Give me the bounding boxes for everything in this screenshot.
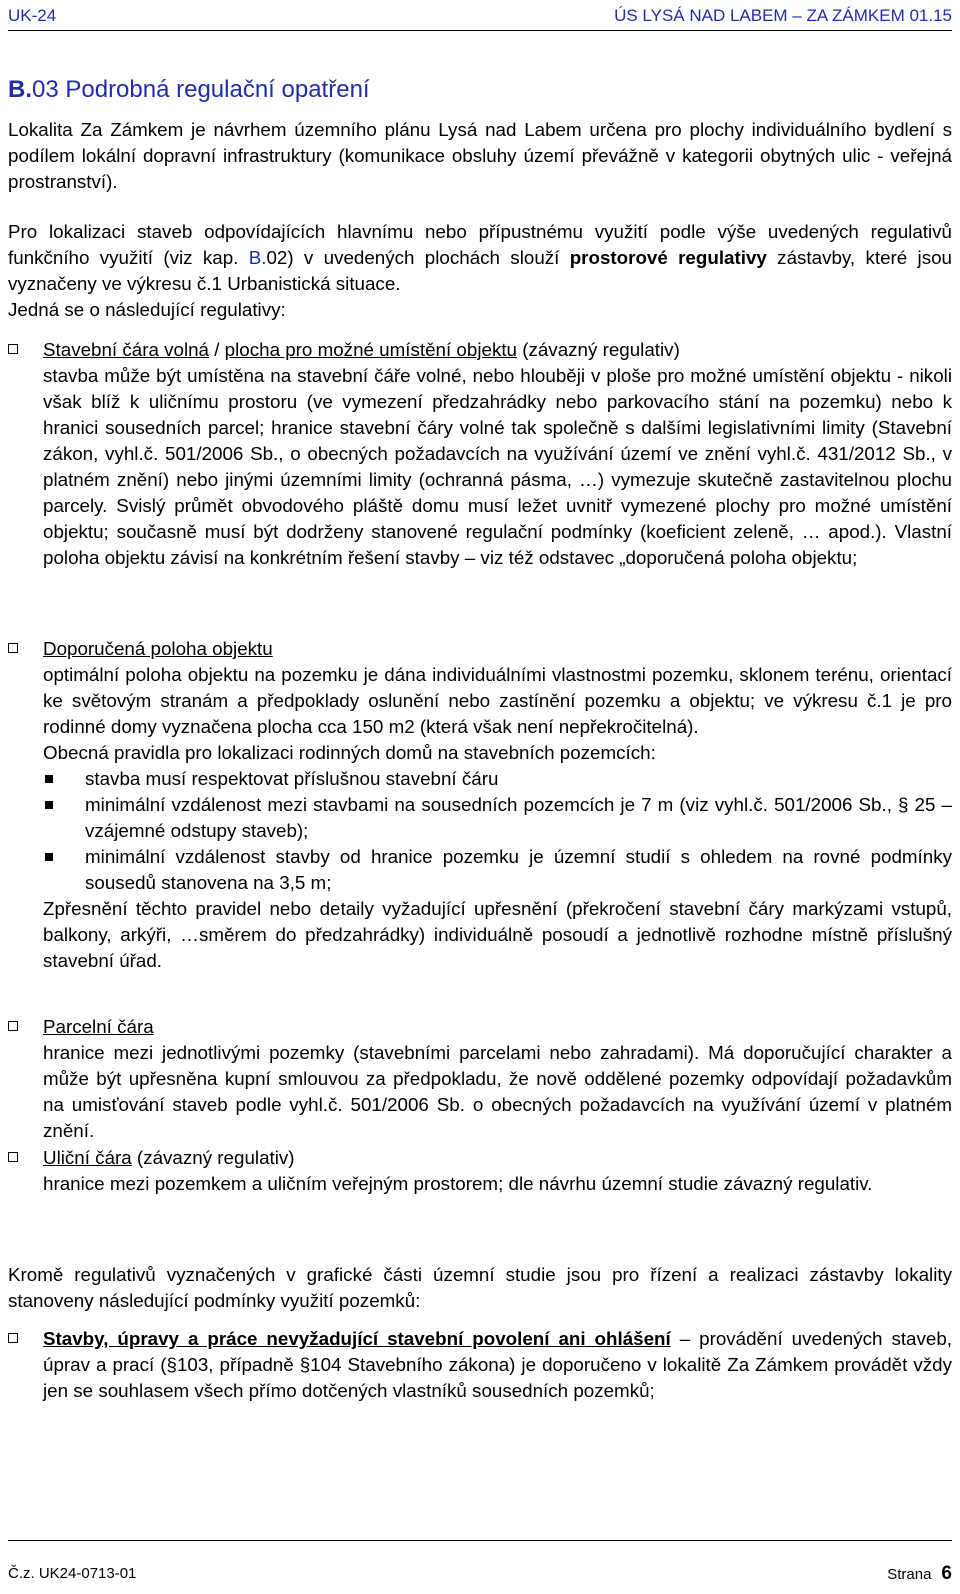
list-item-stavebni-cara	[8, 337, 952, 571]
page-number-value: 6	[941, 1563, 952, 1584]
sub-bullet-text: minimální vzdálenost stavby od hranice pozemku je územní studií s ohledem na rovné podmínky sousedů stanovena na 3,5 m;	[85, 846, 952, 893]
square-bullet-icon	[45, 801, 53, 809]
item-title: Doporučená poloha objektu	[43, 638, 273, 659]
para-text: Jedná se o následující regulativy:	[8, 299, 286, 320]
item-note: (závazný regulativ)	[517, 339, 680, 360]
page-header	[8, 4, 952, 31]
para-text: Pro lokalizaci staveb odpovídajících hlavnímu nebo přípustnému využití podle výše uvedených regulativů funkčního využití (viz kap.	[8, 221, 952, 268]
checkbox-bullet-icon	[8, 1152, 18, 1162]
checkbox-bullet-icon	[8, 1021, 18, 1031]
sub-bullet-text: stavba musí respektovat příslušnou stavební čáru	[85, 768, 499, 789]
page-number	[887, 1563, 952, 1585]
footer-document-number: Č.z. UK24-0713-01	[8, 1565, 137, 1582]
list-item-stavby-upravy	[8, 1326, 952, 1404]
checkbox-bullet-icon	[8, 1333, 18, 1343]
list-item-doporucena-poloha	[8, 636, 952, 974]
sub-bullet-text: minimální vzdálenost mezi stavbami na sousedních pozemcích je 7 m (viz vyhl.č. 501/2006 Sb., § 25 – vzájemné odstupy staveb);	[85, 794, 952, 841]
chapter-reference: B.	[248, 247, 267, 268]
sub-bullet	[43, 766, 952, 792]
item-note: (závazný regulativ)	[131, 1147, 295, 1168]
item-body: hranice mezi jednotlivými pozemky (stavebními parcelami nebo zahradami). Má doporučující charakter a může být upřesněna kupní smlouvou za předpokladu, že nově oddělené pozemky odpovídají požadavkům na umisťování staveb podle vyhl.č. 501/2006 Sb. o obecných požadavcích na využívání území v platném znění.	[43, 1042, 952, 1141]
section-title-text: 03 Podrobná regulační opatření	[32, 76, 370, 103]
square-bullet-icon	[45, 853, 53, 861]
page-footer	[8, 1540, 952, 1591]
item-body: – provádění uvedených staveb, úprav a prací (§103, případně §104 Stavebního zákona) je doporučeno v lokalitě Za Zámkem provádět vždy jen se souhlasem všech přímo dotčených vlastníků sousedních pozemků;	[43, 1328, 952, 1401]
item-closing: Zpřesnění těchto pravidel nebo detaily vyžadující upřesnění (překročení stavební čáry markýzami vstupů, balkony, arkýři, …směrem do předzahrádky) individuálně posoudí a jednotlivě rozhodne místně příslušný stavební úřad.	[43, 898, 952, 971]
header-title: ÚS LYSÁ NAD LABEM – ZA ZÁMKEM 01.15	[614, 6, 952, 25]
item-body: stavba může být umístěna na stavební čáře volné, nebo hlouběji v ploše pro možné umístění objektu - nikoli však blíž k uličnímu prostoru (ve vymezení předzahrádky nebo parkovacího stání na pozemku) nebo k hranici sousedních parcel; hranice stavební čáry volné tak společně s dalšími legislativními limity (Stavební zákon, vyhl.č. 501/2006 Sb., o obecných požadavcích na využívání území ve znění vyhl.č. 431/2012 Sb., v platném znění) nebo jinými územními limity (ochranná pásma, …) vymezuje skutečně zastavitelnou plochu parcely.	[43, 365, 952, 516]
item-body: hranice mezi pozemkem a uličním veřejným prostorem; dle návrhu územní studie závazný regulativ.	[43, 1173, 873, 1194]
sub-bullet	[43, 792, 952, 844]
sub-bullet	[43, 844, 952, 896]
section-title	[8, 76, 370, 104]
item-separator: /	[209, 339, 225, 360]
item-title: Stavby, úpravy a práce nevyžadující stavební povolení ani ohlášení	[43, 1328, 671, 1349]
item-title: Uliční čára	[43, 1147, 132, 1168]
regulations-paragraph	[8, 219, 952, 323]
bold-term: prostorové regulativy	[569, 247, 767, 268]
para-text: 02) v uvedených plochách slouží	[266, 247, 570, 268]
item-body-2: Svislý průmět obvodového pláště domu musí ležet uvnitř vymezené plochy pro možné umístění objektu; současně musí být dodrženy stanovené regulační podmínky (koeficient zeleně, … apod.). Vlastní poloha objektu závisí na konkrétním řešení stavby – viz též odstavec „doporučená poloha objektu;	[43, 495, 952, 568]
item-lead: Obecná pravidla pro lokalizaci rodinných domů na stavebních pozemcích:	[43, 742, 656, 763]
intro-paragraph: Lokalita Za Zámkem je návrhem územního plánu Lysá nad Labem určena pro plochy individuálního bydlení s podílem lokální dopravní infrastruktury (komunikace obsluhy území převážně v kategorii obytných ulic - veřejná prostranství).	[8, 119, 952, 192]
item-title: Parcelní čára	[43, 1016, 154, 1037]
checkbox-bullet-icon	[8, 643, 18, 653]
item-body: optimální poloha objektu na pozemku je dána individuálními vlastnostmi pozemku, sklonem terénu, orientací ke světovým stranám a předpoklady oslunění nebo zastínění pozemku a objektu; ve výkresu č.1 je pro rodinné domy vyznačena plocha cca 150 m2 (která však není nepřekročitelná).	[43, 664, 952, 737]
conditions-paragraph: Kromě regulativů vyznačených v grafické části územní studie jsou pro řízení a realizaci zástavby lokality stanoveny následující podmínky využití pozemků:	[8, 1264, 952, 1311]
item-title: Stavební čára volná	[43, 339, 210, 360]
checkbox-bullet-icon	[8, 344, 18, 354]
page-label: Strana	[887, 1566, 932, 1583]
header-code: UK-24	[8, 6, 57, 25]
square-bullet-icon	[45, 775, 53, 783]
item-title-2: plocha pro možné umístění objektu	[224, 339, 517, 360]
para-text: zástavby, které jsou vyznačeny ve výkresu č.1 Urbanistická situace.	[8, 247, 952, 294]
list-item-parcelni-cara	[8, 1014, 952, 1144]
list-item-ulicni-cara	[8, 1145, 952, 1197]
section-title-number: B.	[8, 76, 32, 103]
